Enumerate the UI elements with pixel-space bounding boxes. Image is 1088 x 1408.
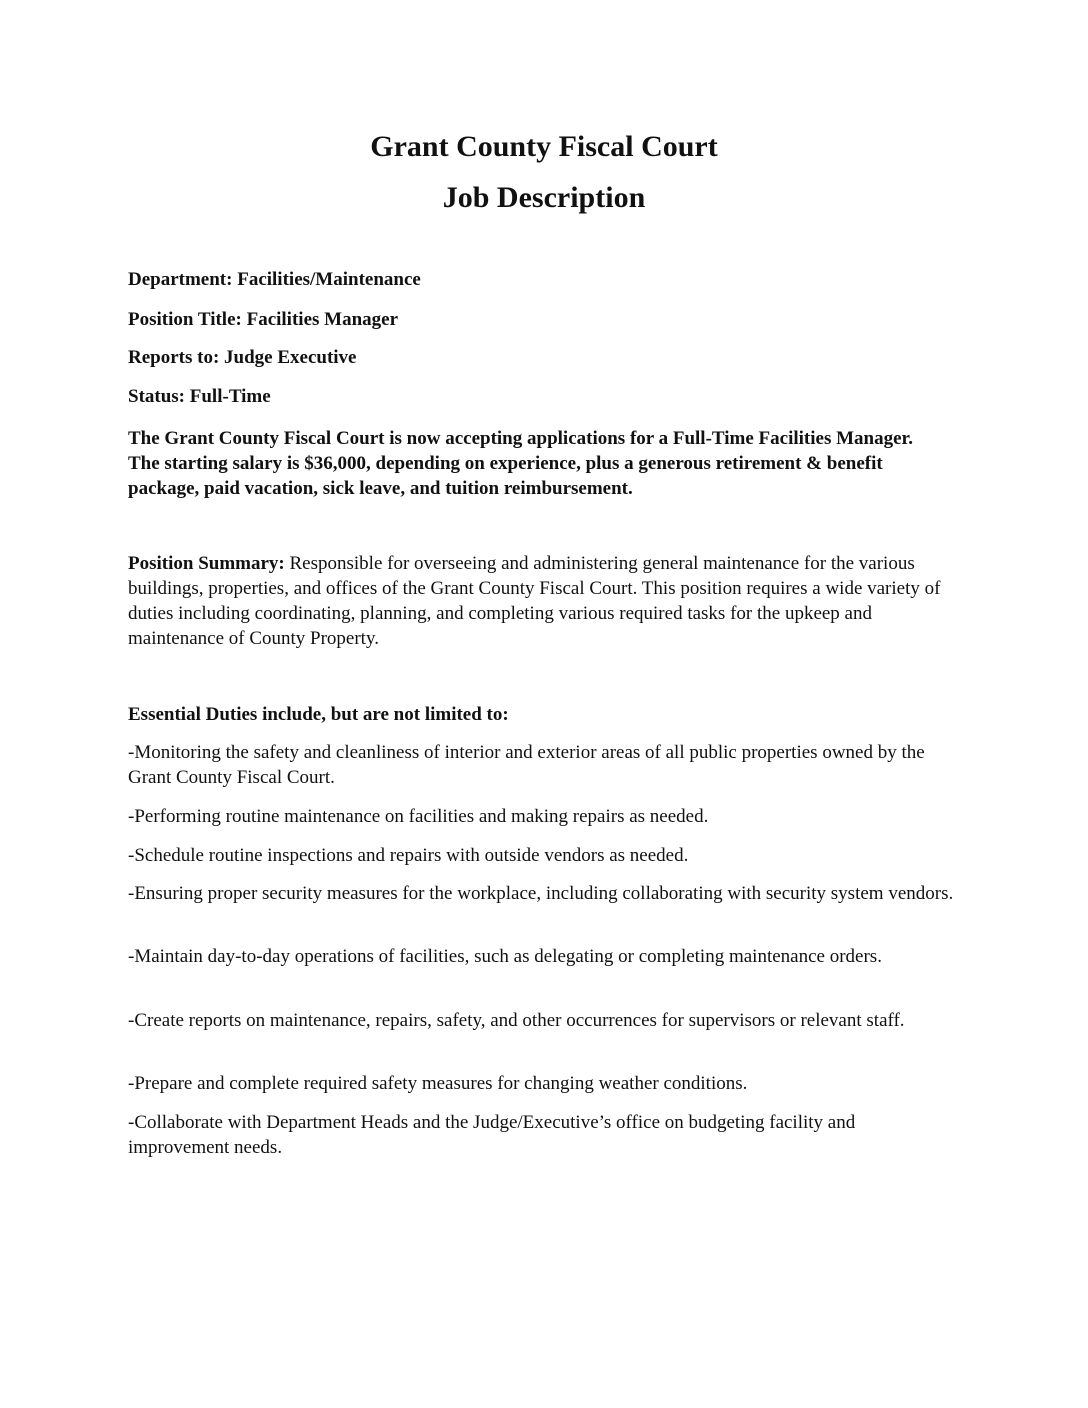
duty-item: -Prepare and complete required safety measures for changing weather conditions. — [128, 1073, 748, 1094]
document-title: Job Description — [442, 181, 646, 214]
position-summary — [128, 551, 948, 651]
duty-item: -Collaborate with Department Heads and the Judge/Executive’s office on budgeting facility and improvement needs. — [128, 1112, 856, 1158]
job-announcement: The Grant County Fiscal Court is now accepting applications for a Full-Time Facilities Manager. The starting salary is $36,000, depending on experience, plus a generous retirement & benefit package, paid vacation, sick leave, and tuition reimbursement. — [128, 428, 913, 499]
org-title: Grant County Fiscal Court — [370, 130, 718, 163]
position-summary-text: Responsible for overseeing and administering general maintenance for the various buildings, properties, and offices of the Grant County Fiscal Court. This position requires a wide variety of duties including coordinating, planning, and completing various required tasks for the upkeep and maintenance of County Property. — [128, 553, 941, 649]
reports-to-field: Reports to: Judge Executive — [128, 347, 357, 368]
position-summary-label: Position Summary: — [128, 553, 285, 574]
duty-item: -Ensuring proper security measures for the workplace, including collaborating with security system vendors. — [128, 883, 954, 904]
department-field: Department: Facilities/Maintenance — [128, 269, 421, 290]
duty-item: -Performing routine maintenance on facilities and making repairs as needed. — [128, 806, 709, 827]
duty-item: -Maintain day-to-day operations of facilities, such as delegating or completing maintenance orders. — [128, 946, 882, 967]
status-field: Status: Full-Time — [128, 386, 271, 407]
duty-item: -Schedule routine inspections and repairs with outside vendors as needed. — [128, 845, 689, 866]
position-title-field: Position Title: Facilities Manager — [128, 309, 399, 330]
essential-duties-heading: Essential Duties include, but are not limited to: — [128, 704, 509, 725]
duty-item: -Monitoring the safety and cleanliness of interior and exterior areas of all public properties owned by the Grant County Fiscal Court. — [128, 742, 925, 788]
duty-item: -Create reports on maintenance, repairs, safety, and other occurrences for supervisors or relevant staff. — [128, 1010, 905, 1031]
